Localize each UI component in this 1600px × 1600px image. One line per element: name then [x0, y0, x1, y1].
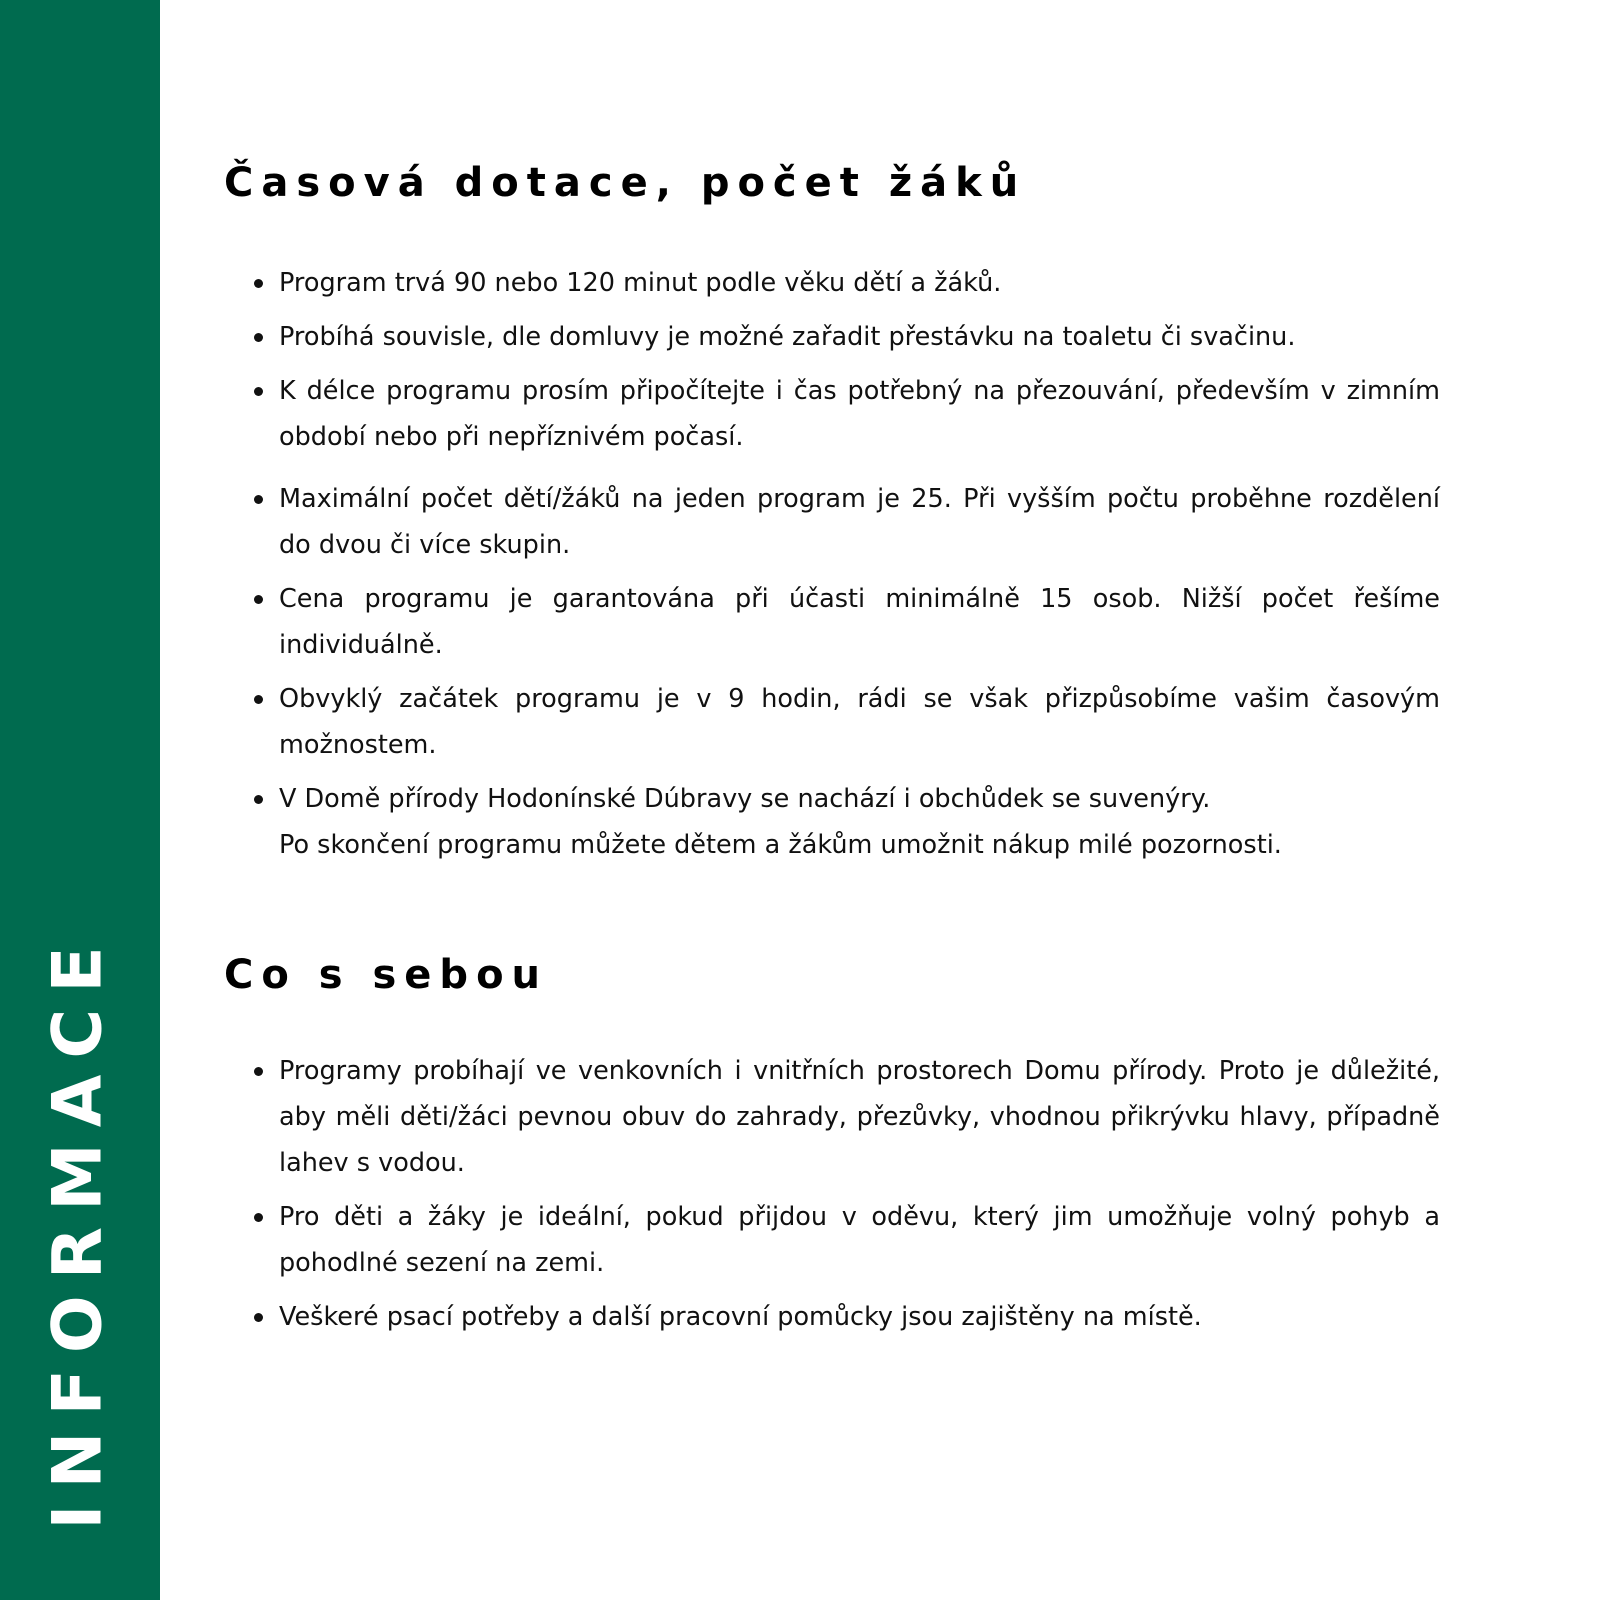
bullet-icon [254, 1213, 263, 1222]
bullet-icon [254, 1313, 263, 1322]
list-item-text: Obvyklý začátek programu je v 9 hodin, rádi se však přizpůsobíme vašim časovým možnostem. [279, 684, 1440, 760]
list-item [224, 676, 1440, 768]
list-item-text: Probíhá souvisle, dle domluvy je možné zařadit přestávku na toaletu či svačinu. [279, 322, 1296, 352]
list-item [224, 314, 1440, 360]
bullet-icon [254, 695, 263, 704]
list-item [224, 368, 1440, 460]
list-item [224, 576, 1440, 668]
list-item [224, 1294, 1440, 1340]
bullet-icon [254, 495, 263, 504]
section-title: Co s sebou [224, 952, 549, 998]
bullet-icon [254, 279, 263, 288]
bullet-list [224, 1048, 1440, 1340]
list-item [224, 1194, 1440, 1286]
section-title: Časová dotace, počet žáků [224, 160, 1027, 206]
sidebar-label: INFORMACE [38, 930, 118, 1530]
bullet-icon [254, 387, 263, 396]
bullet-icon [254, 595, 263, 604]
list-item-text: Veškeré psací potřeby a další pracovní pomůcky jsou zajištěny na místě. [279, 1302, 1202, 1332]
bullet-icon [254, 333, 263, 342]
bullet-icon [254, 795, 263, 804]
list-item [224, 476, 1440, 568]
section-time-and-group-size [224, 150, 1440, 876]
list-item-line: Po skončení programu můžete dětem a žákům umožnit nákup milé pozornosti. [279, 830, 1282, 860]
list-item-text: K délce programu prosím připočítejte i čas potřebný na přezouvání, především v zimním období nebo při nepříznivém počasí. [279, 376, 1440, 452]
list-item-line: V Domě přírody Hodonínské Dúbravy se nachází i obchůdek se suvenýry. [279, 784, 1211, 814]
bullet-list [224, 260, 1440, 868]
bullet-icon [254, 1067, 263, 1076]
list-item-text: Programy probíhají ve venkovních i vnitřních prostorech Domu přírody. Proto je důležité, aby měli děti/žáci pevnou obuv do zahrady, přezůvky, vhodnou přikrývku hlavy, případně lahev s vodou. [279, 1056, 1440, 1178]
section-what-to-bring [224, 942, 1440, 1348]
list-item [224, 1048, 1440, 1186]
list-item-text: Pro děti a žáky je ideální, pokud přijdou v oděvu, který jim umožňuje volný pohyb a pohodlné sezení na zemi. [279, 1202, 1440, 1278]
list-item [224, 776, 1440, 868]
list-item-text: Cena programu je garantována při účasti minimálně 15 osob. Nižší počet řešíme individuálně. [279, 584, 1440, 660]
sidebar-band [0, 0, 160, 1600]
list-item-text: Maximální počet dětí/žáků na jeden program je 25. Při vyšším počtu proběhne rozdělení do dvou či více skupin. [279, 484, 1440, 560]
list-item-text: Program trvá 90 nebo 120 minut podle věku dětí a žáků. [279, 268, 1002, 298]
list-item [224, 260, 1440, 306]
